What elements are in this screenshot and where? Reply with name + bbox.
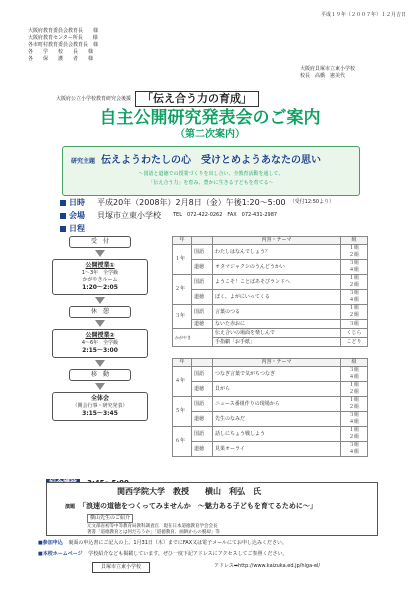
arrow-down-icon bbox=[95, 297, 105, 304]
theme-desc-1: ～国語と道徳での授業づくりを出し合い、全教育活動を通して、 bbox=[138, 171, 284, 177]
plenary-detail: （開会行事・研究発表） bbox=[72, 403, 128, 409]
table-row: 手指劇「お手紙」 こどり bbox=[173, 338, 368, 347]
lessons-table-2 bbox=[172, 358, 368, 457]
recipient: 大阪府教育センター所長 様 bbox=[28, 35, 98, 41]
table-row: ４年 国語 つなぎ言葉で気がちつなぎ ３組 ４組 bbox=[173, 367, 368, 382]
schedule-table bbox=[172, 358, 368, 457]
col-subject bbox=[192, 359, 213, 367]
table-row: かがやき 伝え合いの場面を楽しんで くじら bbox=[173, 329, 368, 338]
col-theme: 内容・テーマ bbox=[213, 359, 341, 367]
col-class: 組 bbox=[341, 237, 368, 245]
theme-text: 伝えようわたしの心 受けとめようあなたの思い bbox=[101, 155, 322, 166]
venue-phone: TEL 072-422-0262 FAX 072-431-2987 bbox=[173, 212, 278, 218]
sender-school: 大阪府貝塚市立東小学校 bbox=[300, 66, 356, 72]
lecture-bio-1: 元文部省初等中等教育局教科調査官 現在日本道徳教育学会会長 bbox=[87, 524, 218, 529]
lesson1-time: 1:20～2:05 bbox=[82, 284, 118, 291]
plenary-time: 3:15～3:45 bbox=[82, 410, 118, 417]
page-subtitle: （第二次案内） bbox=[175, 129, 245, 140]
schedule-heading bbox=[60, 223, 85, 234]
theme-label: 研究主題 bbox=[71, 158, 96, 165]
date-row bbox=[60, 197, 334, 208]
col-subject bbox=[192, 237, 213, 245]
venue-row bbox=[60, 210, 277, 221]
lesson1-box bbox=[52, 259, 148, 295]
apply-row bbox=[38, 540, 287, 547]
theme-row bbox=[71, 151, 321, 166]
schedule-flow bbox=[52, 236, 148, 421]
apply-text: 裏面の申込書にご記入の上、1月31日（木）までにFAX又は電子メールにてお申し込みください。 bbox=[68, 540, 288, 546]
table-row: ５年 国語 ニュース番組作りの現場から １組 ２組 bbox=[173, 397, 368, 412]
school-link-box[interactable]: 貝塚市立東小学校 bbox=[92, 562, 150, 573]
recipient: 各 保 護 者 様 bbox=[28, 56, 94, 62]
lecture-title-label: 演題 bbox=[65, 503, 76, 510]
table-row: 道徳 ないた赤おに ３組 bbox=[173, 320, 368, 329]
theme-desc-2: 「伝え合う力」を育み、豊かに生きる子どもを育てる～ bbox=[148, 180, 274, 186]
reception-box: 受 付 bbox=[69, 236, 131, 248]
lesson1-label: 公開授業① bbox=[85, 262, 115, 269]
table-row: 道徳 見果オーライ ３組 ４組 bbox=[173, 442, 368, 457]
bullet-icon bbox=[60, 213, 66, 219]
lesson2-time: 2:15～3:00 bbox=[82, 347, 118, 354]
recipient: 大阪府教育委員会教育長 様 bbox=[28, 28, 99, 34]
table-row: ２年 国語 ようこそ！ことばあそびランドへ １組 ２組 bbox=[173, 275, 368, 290]
title-kicker-row bbox=[56, 91, 259, 107]
bullet-icon bbox=[60, 200, 66, 206]
table-row: ３年 国語 言葉のつる １組 ２組 bbox=[173, 305, 368, 320]
lecture-title: 「浪速の道徳をつくってみませんか ～魅力ある子どもを育てるために～」 bbox=[79, 502, 317, 510]
arrow-down-icon bbox=[95, 360, 105, 367]
issue-date: 平成１９年（２００７年）１２月吉日 bbox=[320, 12, 406, 18]
lesson2-box bbox=[52, 329, 148, 358]
plenary-box bbox=[52, 392, 148, 421]
col-theme: 内容・テーマ bbox=[213, 237, 341, 245]
table-row: ６年 国語 話しにちょう戦しよう １組 ２組 bbox=[173, 427, 368, 442]
school-url[interactable]: アドレス➡http://www.kaizuka.ed.jp/higa-el/ bbox=[214, 563, 321, 569]
lecture-speaker: 関西学院大学 教授 横山 利弘 氏 bbox=[117, 487, 261, 496]
bullet-icon bbox=[60, 226, 66, 232]
web-label: ■本校ホームページ bbox=[38, 551, 83, 557]
lecture-box bbox=[46, 482, 378, 536]
theme-box bbox=[62, 146, 360, 196]
col-grade: 年 bbox=[173, 237, 192, 245]
apply-label: ■参加申込 bbox=[38, 540, 63, 546]
venue-label: 会場 bbox=[69, 211, 85, 220]
table-row: 道徳 先生のなみだ ３組 ４組 bbox=[173, 412, 368, 427]
title-banner: 「伝え合う力の育成」 bbox=[135, 91, 259, 107]
web-text: 学校紹介なども掲載しています。ぜひ一度下記アドレスにアクセスしてご参照ください。 bbox=[88, 551, 288, 557]
table-row: 道徳 オタマジャクシのうんどうかい ３組 ４組 bbox=[173, 260, 368, 275]
lesson2-label: 公開授業② bbox=[85, 332, 115, 339]
move-box: 移 動 bbox=[69, 369, 131, 381]
lesson1-detail-1: 1～3年 全学級 bbox=[81, 270, 119, 276]
web-row bbox=[38, 551, 288, 558]
table-header-row bbox=[173, 359, 368, 367]
sender-block bbox=[300, 66, 355, 80]
col-grade: 年 bbox=[173, 359, 192, 367]
date-value: 平成20年（2008年）2月8日（金）午後1:20～5:00 bbox=[97, 198, 286, 207]
table-header-row bbox=[173, 237, 368, 245]
recipient-list bbox=[28, 28, 98, 63]
sender-principal: 校長 高橋 憲美代 bbox=[300, 73, 346, 79]
table-row: 道徳 ぼく、よがにいってくる ３組 ４組 bbox=[173, 290, 368, 305]
schedule-label: 日程 bbox=[69, 224, 85, 233]
plenary-label: 全体会 bbox=[90, 395, 109, 402]
recipient: 各 学 校 長 様 bbox=[28, 49, 94, 55]
break-box: 休 憩 bbox=[69, 306, 131, 318]
lesson2-detail: 4～6年 全学級 bbox=[81, 340, 119, 346]
lessons-table-1 bbox=[172, 236, 368, 347]
date-note: （受付12:50より） bbox=[289, 199, 335, 205]
col-class: 組 bbox=[341, 359, 368, 367]
date-label: 日時 bbox=[69, 198, 85, 207]
title-kicker: 大阪府公立小学校教育研究会後援 bbox=[56, 95, 132, 102]
page-title: 自主公開研究発表会のご案内 bbox=[99, 108, 321, 128]
schedule-table bbox=[172, 236, 368, 347]
lesson1-detail-2: かがやきルーム bbox=[82, 277, 118, 283]
recipient: 各市町村教育委員会教育長 様 bbox=[28, 42, 99, 48]
arrow-down-icon bbox=[95, 383, 105, 390]
lecture-title-row bbox=[65, 501, 317, 511]
lecture-bio-label: 横山先生のご紹介 bbox=[87, 514, 133, 523]
arrow-down-icon bbox=[95, 320, 105, 327]
table-row: １年 国語 わたしはなんでしょう？ １組 ２組 bbox=[173, 245, 368, 260]
venue-value: 貝塚市立東小学校 bbox=[97, 211, 161, 220]
arrow-down-icon bbox=[95, 250, 105, 257]
lecture-bio-2: 著書「道徳教育とは何だろうか」「道徳教育、画餅からの脱却」等 bbox=[87, 530, 220, 535]
table-row: 道徳 貝がら １組 ２組 bbox=[173, 382, 368, 397]
